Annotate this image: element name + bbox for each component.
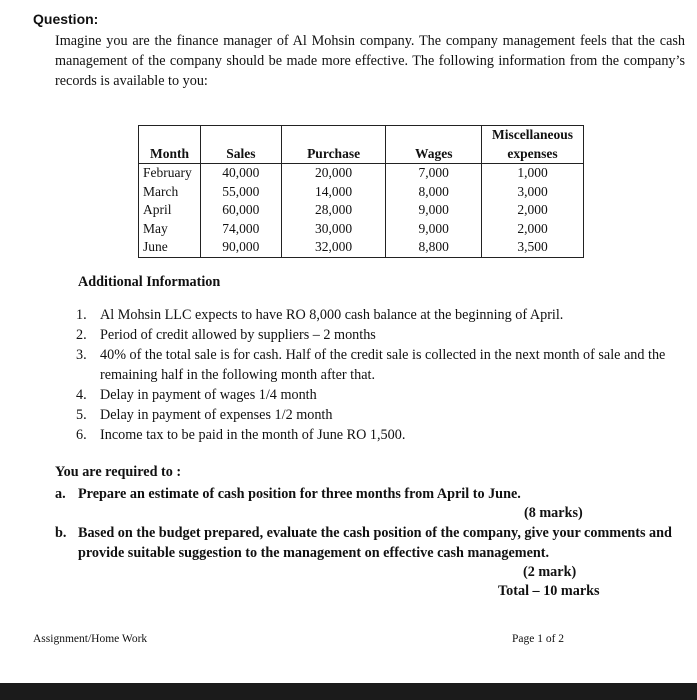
cell-purchase: 30,000	[281, 220, 386, 239]
cell-purchase: 32,000	[281, 238, 386, 257]
header-misc-expenses: Miscellaneous expenses	[482, 126, 584, 164]
intro-paragraph: Imagine you are the finance manager of Al Mohsin company. The company management feels that the cash management of the company should be made more effective. The following information from the company’s records is available to you:	[55, 33, 685, 89]
item-number: 5.	[76, 407, 87, 423]
footer-left: Assignment/Home Work	[33, 633, 148, 645]
header-month: Month	[139, 126, 201, 164]
item-text: Period of credit allowed by suppliers – 2 months	[100, 327, 376, 343]
item-number: 1.	[76, 307, 87, 323]
requirement-b	[55, 523, 685, 563]
question-heading: Question:	[33, 11, 99, 27]
list-item	[76, 425, 688, 445]
cell-misc: 3,500	[482, 238, 584, 257]
header-wages: Wages	[386, 126, 482, 164]
cell-wages: 9,000	[386, 220, 482, 239]
req-a-letter: a.	[55, 486, 66, 502]
cell-purchase: 20,000	[281, 164, 386, 183]
table-row	[139, 201, 584, 220]
financial-table	[138, 125, 584, 258]
page-number: Page 1 of 2	[512, 633, 565, 645]
req-b-marks: (2 mark)	[523, 564, 577, 580]
item-text: Al Mohsin LLC expects to have RO 8,000 cash balance at the beginning of April.	[100, 307, 564, 323]
cell-wages: 8,000	[386, 183, 482, 202]
item-number: 4.	[76, 387, 87, 403]
item-number: 6.	[76, 427, 87, 443]
bottom-bar	[0, 683, 697, 700]
cell-month: June	[139, 238, 201, 257]
cell-sales: 74,000	[200, 220, 281, 239]
req-b-letter: b.	[55, 525, 67, 541]
cell-misc: 1,000	[482, 164, 584, 183]
item-text: Delay in payment of expenses 1/2 month	[100, 407, 333, 423]
table-row	[139, 164, 584, 183]
cell-sales: 40,000	[200, 164, 281, 183]
table-row	[139, 238, 584, 257]
req-a-text: Prepare an estimate of cash position for three months from April to June.	[78, 486, 521, 502]
item-number: 3.	[76, 347, 87, 363]
table-header-row	[139, 126, 584, 164]
cell-wages: 8,800	[386, 238, 482, 257]
cell-purchase: 14,000	[281, 183, 386, 202]
total-marks: Total – 10 marks	[498, 583, 600, 599]
req-a-marks: (8 marks)	[524, 505, 583, 521]
additional-info-list	[76, 305, 688, 445]
cell-month: April	[139, 201, 201, 220]
item-number: 2.	[76, 327, 87, 343]
cell-misc: 2,000	[482, 220, 584, 239]
header-purchase: Purchase	[281, 126, 386, 164]
additional-info-heading: Additional Information	[78, 274, 221, 290]
list-item	[76, 385, 688, 405]
cell-month: May	[139, 220, 201, 239]
cell-purchase: 28,000	[281, 201, 386, 220]
cell-wages: 7,000	[386, 164, 482, 183]
cell-sales: 55,000	[200, 183, 281, 202]
list-item	[76, 325, 688, 345]
list-item	[76, 345, 688, 385]
requirement-a	[55, 484, 685, 504]
cell-wages: 9,000	[386, 201, 482, 220]
list-item	[76, 405, 688, 425]
cell-sales: 90,000	[200, 238, 281, 257]
cell-sales: 60,000	[200, 201, 281, 220]
cell-month: March	[139, 183, 201, 202]
item-text: Income tax to be paid in the month of June RO 1,500.	[100, 427, 406, 443]
header-sales: Sales	[200, 126, 281, 164]
list-item	[76, 305, 688, 325]
cell-misc: 3,000	[482, 183, 584, 202]
table-row	[139, 183, 584, 202]
item-text: Delay in payment of wages 1/4 month	[100, 387, 317, 403]
item-text: 40% of the total sale is for cash. Half of the credit sale is collected in the next month of sale and the remaining half in the following month after that.	[100, 347, 666, 383]
table-row	[139, 220, 584, 239]
cell-misc: 2,000	[482, 201, 584, 220]
required-heading: You are required to :	[55, 464, 182, 480]
cell-month: February	[139, 164, 201, 183]
req-b-text: Based on the budget prepared, evaluate the cash position of the company, give your comments and provide suitable suggestion to the management on effective cash management.	[78, 525, 672, 561]
